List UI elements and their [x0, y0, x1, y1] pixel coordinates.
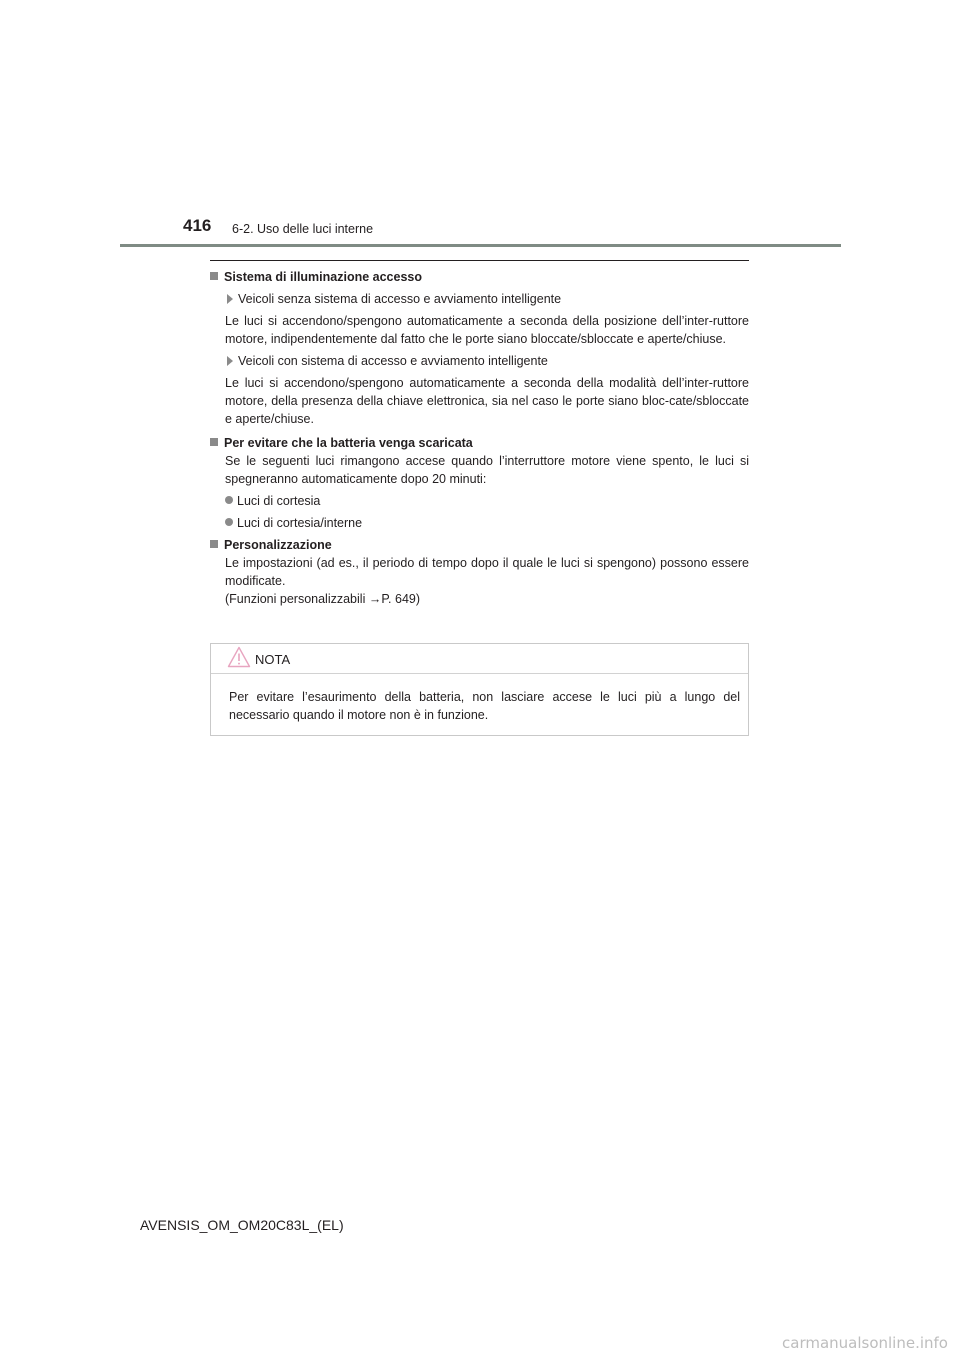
square-bullet-icon	[210, 438, 218, 446]
document-code: AVENSIS_OM_OM20C83L_(EL)	[140, 1217, 344, 1233]
section-heading	[210, 268, 749, 286]
list-item-text: Luci di cortesia/interne	[237, 516, 363, 530]
nota-text: Per evitare l’esaurimento della batteria, non lasciare accese le luci più a lungo del necessario quando il motore non è in funzione.	[229, 690, 740, 722]
paragraph: Le impostazioni (ad es., il periodo di tempo dopo il quale le luci si spengono) possono essere modificate.	[225, 556, 749, 588]
nota-title: NOTA	[255, 652, 291, 667]
section-title: 6-2. Uso delle luci interne	[232, 222, 374, 236]
watermark: carmanualsonline.info	[782, 1334, 948, 1352]
content-body	[210, 268, 749, 608]
paragraph: Le luci si accendono/spengono automaticamente a seconda della posizione dell’inter-ruttore motore, indipendentemente dal fatto che le porte siano bloccate/sbloccate e aperte/chiuse.	[225, 314, 749, 346]
heading-text: Per evitare che la batteria venga scaricata	[224, 436, 473, 450]
square-bullet-icon	[210, 540, 218, 548]
nota-box	[210, 643, 749, 736]
square-bullet-icon	[210, 272, 218, 280]
triangle-bullet-icon	[227, 294, 233, 304]
page-number: 416	[183, 216, 212, 235]
sub-heading	[225, 290, 749, 308]
list-item	[225, 492, 749, 510]
sub-heading	[225, 352, 749, 370]
sub-heading-text: Veicoli con sistema di accesso e avviamento intelligente	[238, 354, 548, 368]
paragraph: Se le seguenti luci rimangono accese quando l’interruttore motore viene spento, le luci si spegneranno automaticamente dopo 20 minuti:	[225, 454, 749, 486]
content-top-rule	[210, 260, 749, 261]
list-item-text: Luci di cortesia	[237, 494, 321, 508]
cross-reference: (Funzioni personalizzabili →P. 649)	[225, 592, 421, 606]
heading-text: Personalizzazione	[224, 538, 332, 552]
paragraph: Le luci si accendono/spengono automaticamente a seconda della modalità dell’inter-ruttore motore, della presenza della chiave elettronica, sia nel caso le porte siano bloc-cate/sbloccate e aperte/chiuse.	[225, 376, 749, 426]
section-heading	[210, 536, 749, 554]
header-rule	[120, 244, 841, 247]
nota-header	[211, 644, 748, 674]
section-heading	[210, 434, 749, 452]
heading-text: Sistema di illuminazione accesso	[224, 270, 422, 284]
triangle-bullet-icon	[227, 356, 233, 366]
warning-icon	[227, 646, 251, 668]
list-item	[225, 514, 749, 532]
circle-bullet-icon	[225, 496, 233, 504]
sub-heading-text: Veicoli senza sistema di accesso e avviamento intelligente	[238, 292, 562, 306]
circle-bullet-icon	[225, 518, 233, 526]
